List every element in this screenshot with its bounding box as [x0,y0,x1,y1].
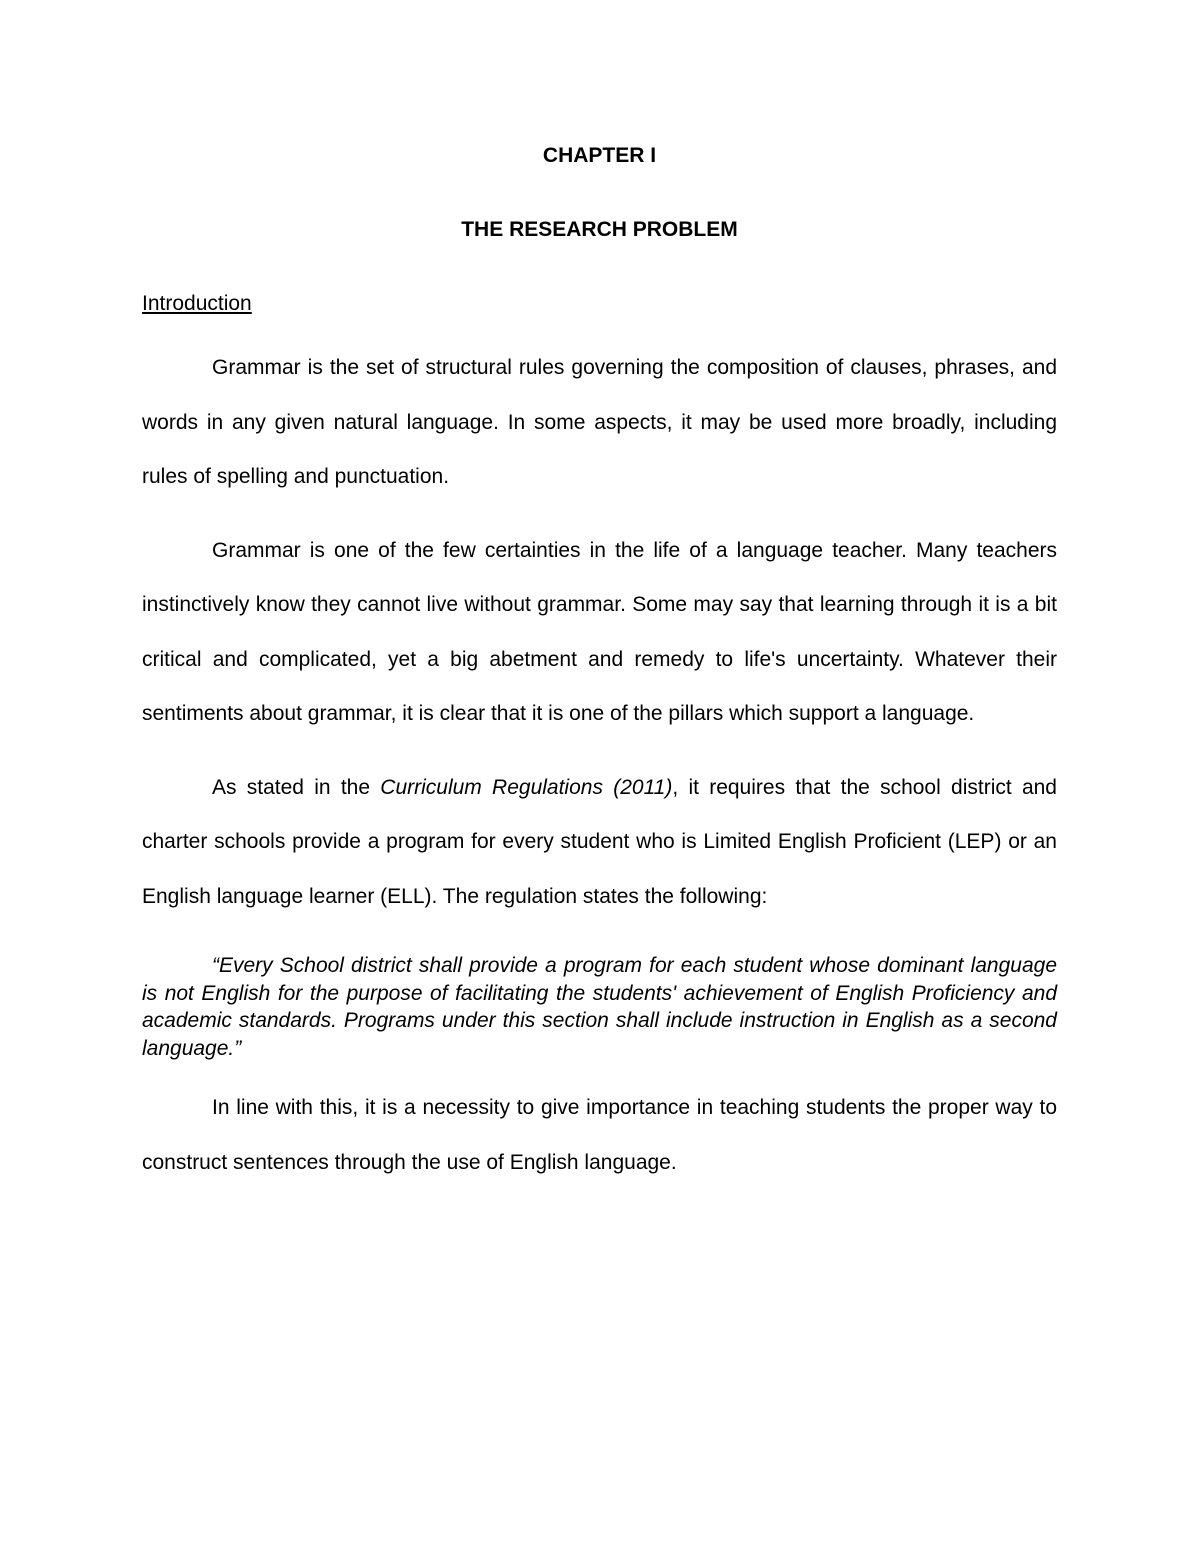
paragraph-text: , it requires that the school district and charter schools provide a program for every student who is Limited English Proficient (LEP) or an English language learner (ELL). The regulation states the following: [142,775,1057,908]
paragraph-grammar-certainties: Grammar is one of the few certainties in the life of a language teacher. Many teachers instinctively know they cannot live without grammar. Some may say that learning through it is a bit critical and complicated, yet a big abetment and remedy to life's uncertainty. Whatever their sentiments about grammar, it is clear that it is one of the pillars which support a language. [142,538,1057,725]
paragraph-grammar-definition: Grammar is the set of structural rules governing the composition of clauses, phrases, and words in any given natural language. In some aspects, it may be used more broadly, including rules of spelling and punctuation. [142,356,1057,488]
introduction-heading: Introduction [142,292,252,315]
paragraph-text: As stated in the [212,775,381,799]
paragraph-curriculum-regulations [142,761,1057,925]
citation: Curriculum Regulations (2011) [380,775,673,799]
chapter-heading: CHAPTER I [542,144,657,167]
chapter-title: THE RESEARCH PROBLEM [461,218,738,241]
paragraph-conclusion: In line with this, it is a necessity to give importance in teaching students the proper way to construct sentences through the use of English language. [142,1096,1057,1174]
page-content [142,138,1057,1190]
block-quote: “Every School district shall provide a program for each student whose dominant language is not English for the purpose of facilitating the students' achievement of English Proficiency and academic standards. Programs under this section shall include instruction in English as a second language.” [142,954,1057,1060]
